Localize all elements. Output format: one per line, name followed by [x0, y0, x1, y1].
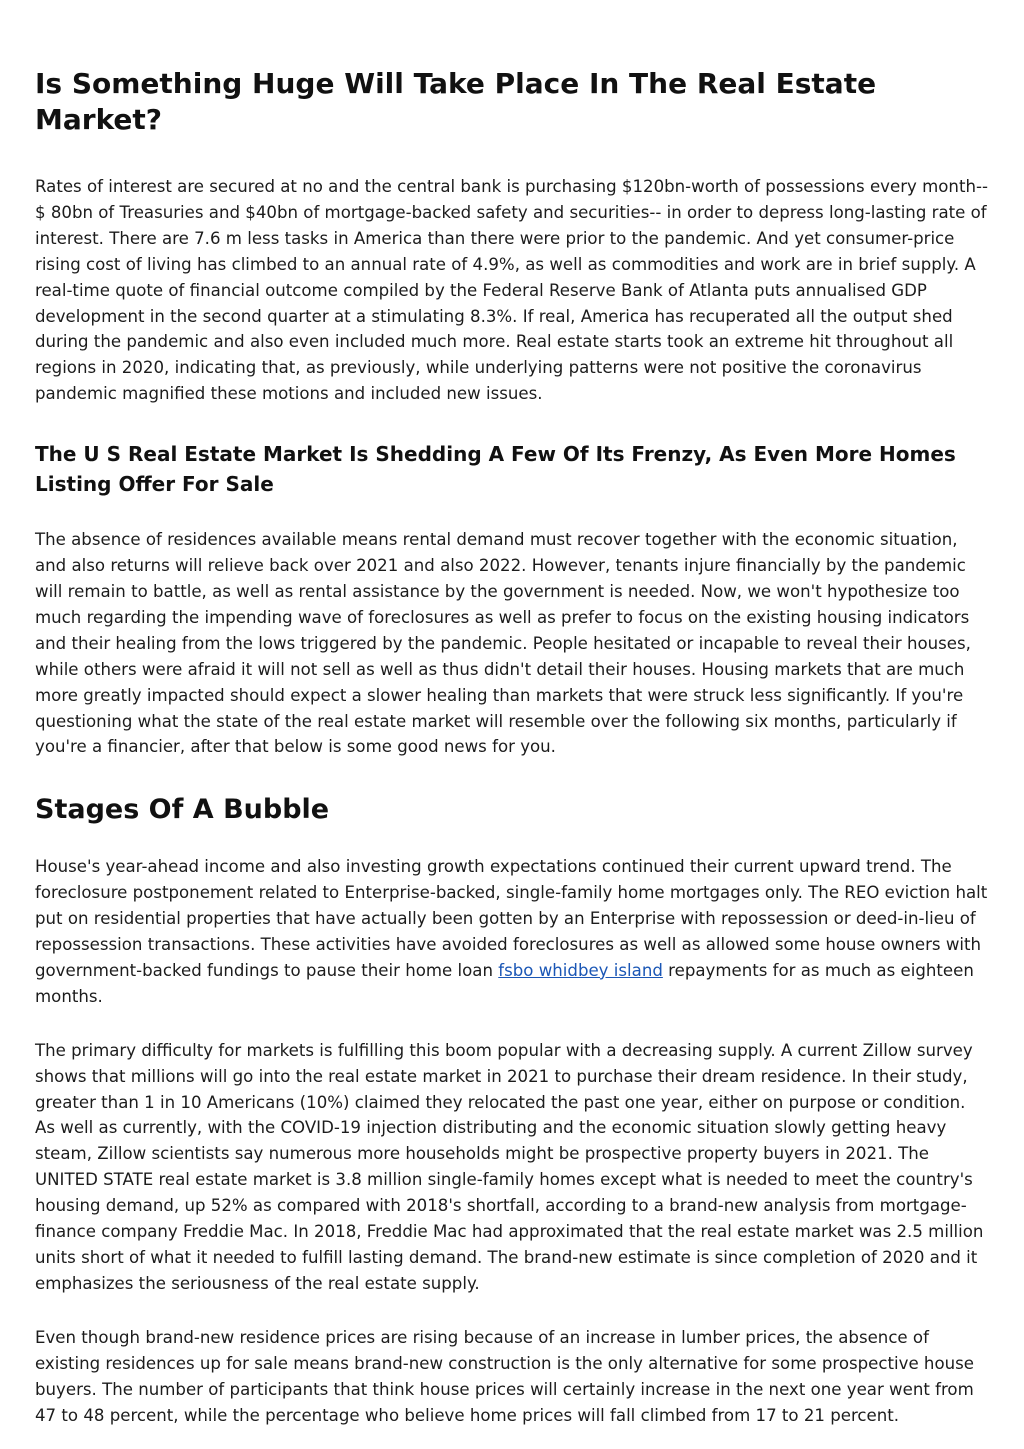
fsbo-link[interactable]: fsbo whidbey island [498, 960, 663, 980]
paragraph-intro: Rates of interest are secured at no and the central bank is purchasing $120bn-worth of possessions every month-- $ 80bn of Treasuries and $40bn of mortgage-backed safety and securities-- in order to depress long-lasting rate of interest. There are 7.6 m less tasks in America than there were prior to the pandemic. And yet consumer-price rising cost of living has climbed to an annual rate of 4.9%, as well as commodities and work are in brief supply. A real-time quote of financial outcome compiled by the Federal Reserve Bank of Atlanta puts annualised GDP development in the second quarter at a stimulating 8.3%. If real, America has recuperated all the output shed during the pandemic and also even included much more. Real estate starts took an extreme hit throughout all regions in 2020, indicating that, as previously, while underlying patterns were not positive the coronavirus pandemic magnified these motions and included new issues. [35, 177, 988, 404]
article-title: Is Something Huge Will Take Place In The Real Estate Market? [35, 67, 877, 136]
paragraph-rental-demand: The absence of residences available means rental demand must recover together with the economic situation, and also returns will relieve back over 2021 and also 2022. However, tenants injure financially by the pandemic will remain to battle, as well as rental assistance by the government is needed. Now, we won't hypothesize too much regarding the impending wave of foreclosures as well as prefer to focus on the existing housing indicators and their healing from the lows triggered by the pandemic. People hesitated or incapable to reveal their houses, while others were afraid it will not sell as well as thus didn't detail their houses. Housing markets that are much more greatly impacted should expect a slower healing than markets that were struck less significantly. If you're questioning what the state of the real estate market will resemble over the following six months, particularly if you're a financier, after that below is some good news for you. [35, 530, 971, 757]
subheading: The U S Real Estate Market Is Shedding A Few Of Its Frenzy, As Even More Homes Listing Offer For Sale [35, 442, 956, 497]
paragraph-supply: The primary difficulty for markets is fulfilling this boom popular with a decreasing supply. A current Zillow survey shows that millions will go into the real estate market in 2021 to purchase their dream residence. In their study, greater than 1 in 10 Americans (10%) claimed they relocated the past one year, either on purpose or condition. As well as currently, with the COVID-19 injection distributing and the economic situation slowly getting heavy steam, Zillow scientists say numerous more households might be prospective property buyers in 2021. The UNITED STATE real estate market is 3.8 million single-family homes except what is needed to meet the country's housing demand, up 52% as compared with 2018's shortfall, according to a brand-new analysis from mortgage-finance company Freddie Mac. In 2018, Freddie Mac had approximated that the real estate market was 2.5 million units short of what it needed to fulfill lasting demand. The brand-new estimate is since completion of 2020 and it emphasizes the seriousness of the real estate supply. [35, 1040, 984, 1293]
paragraph-foreclosure [35, 854, 990, 1009]
section-heading: Stages Of A Bubble [35, 794, 330, 826]
paragraph-text-before-link: House's year-ahead income and also investing growth expectations continued their current upward trend. The foreclosure postponement related to Enterprise-backed, single-family home mortgages only. The REO eviction halt put on residential properties that have actually been gotten by an Enterprise with repossession or deed-in-lieu of repossession transactions. These activities have avoided foreclosures as well as allowed some house owners with government-backed fundings to pause their home loan [35, 857, 988, 980]
paragraph-text-after-link: repayments for as much as eighteen months. [35, 960, 974, 1006]
paragraph-prices: Even though brand-new residence prices are rising because of an increase in lumber prices, the absence of existing residences up for sale means brand-new construction is the only alternative for some prospective house buyers. The number of participants that think house prices will certainly increase in the next one year went from 47 to 48 percent, while the percentage who believe home prices will fall climbed from 17 to 21 percent. [35, 1327, 974, 1425]
